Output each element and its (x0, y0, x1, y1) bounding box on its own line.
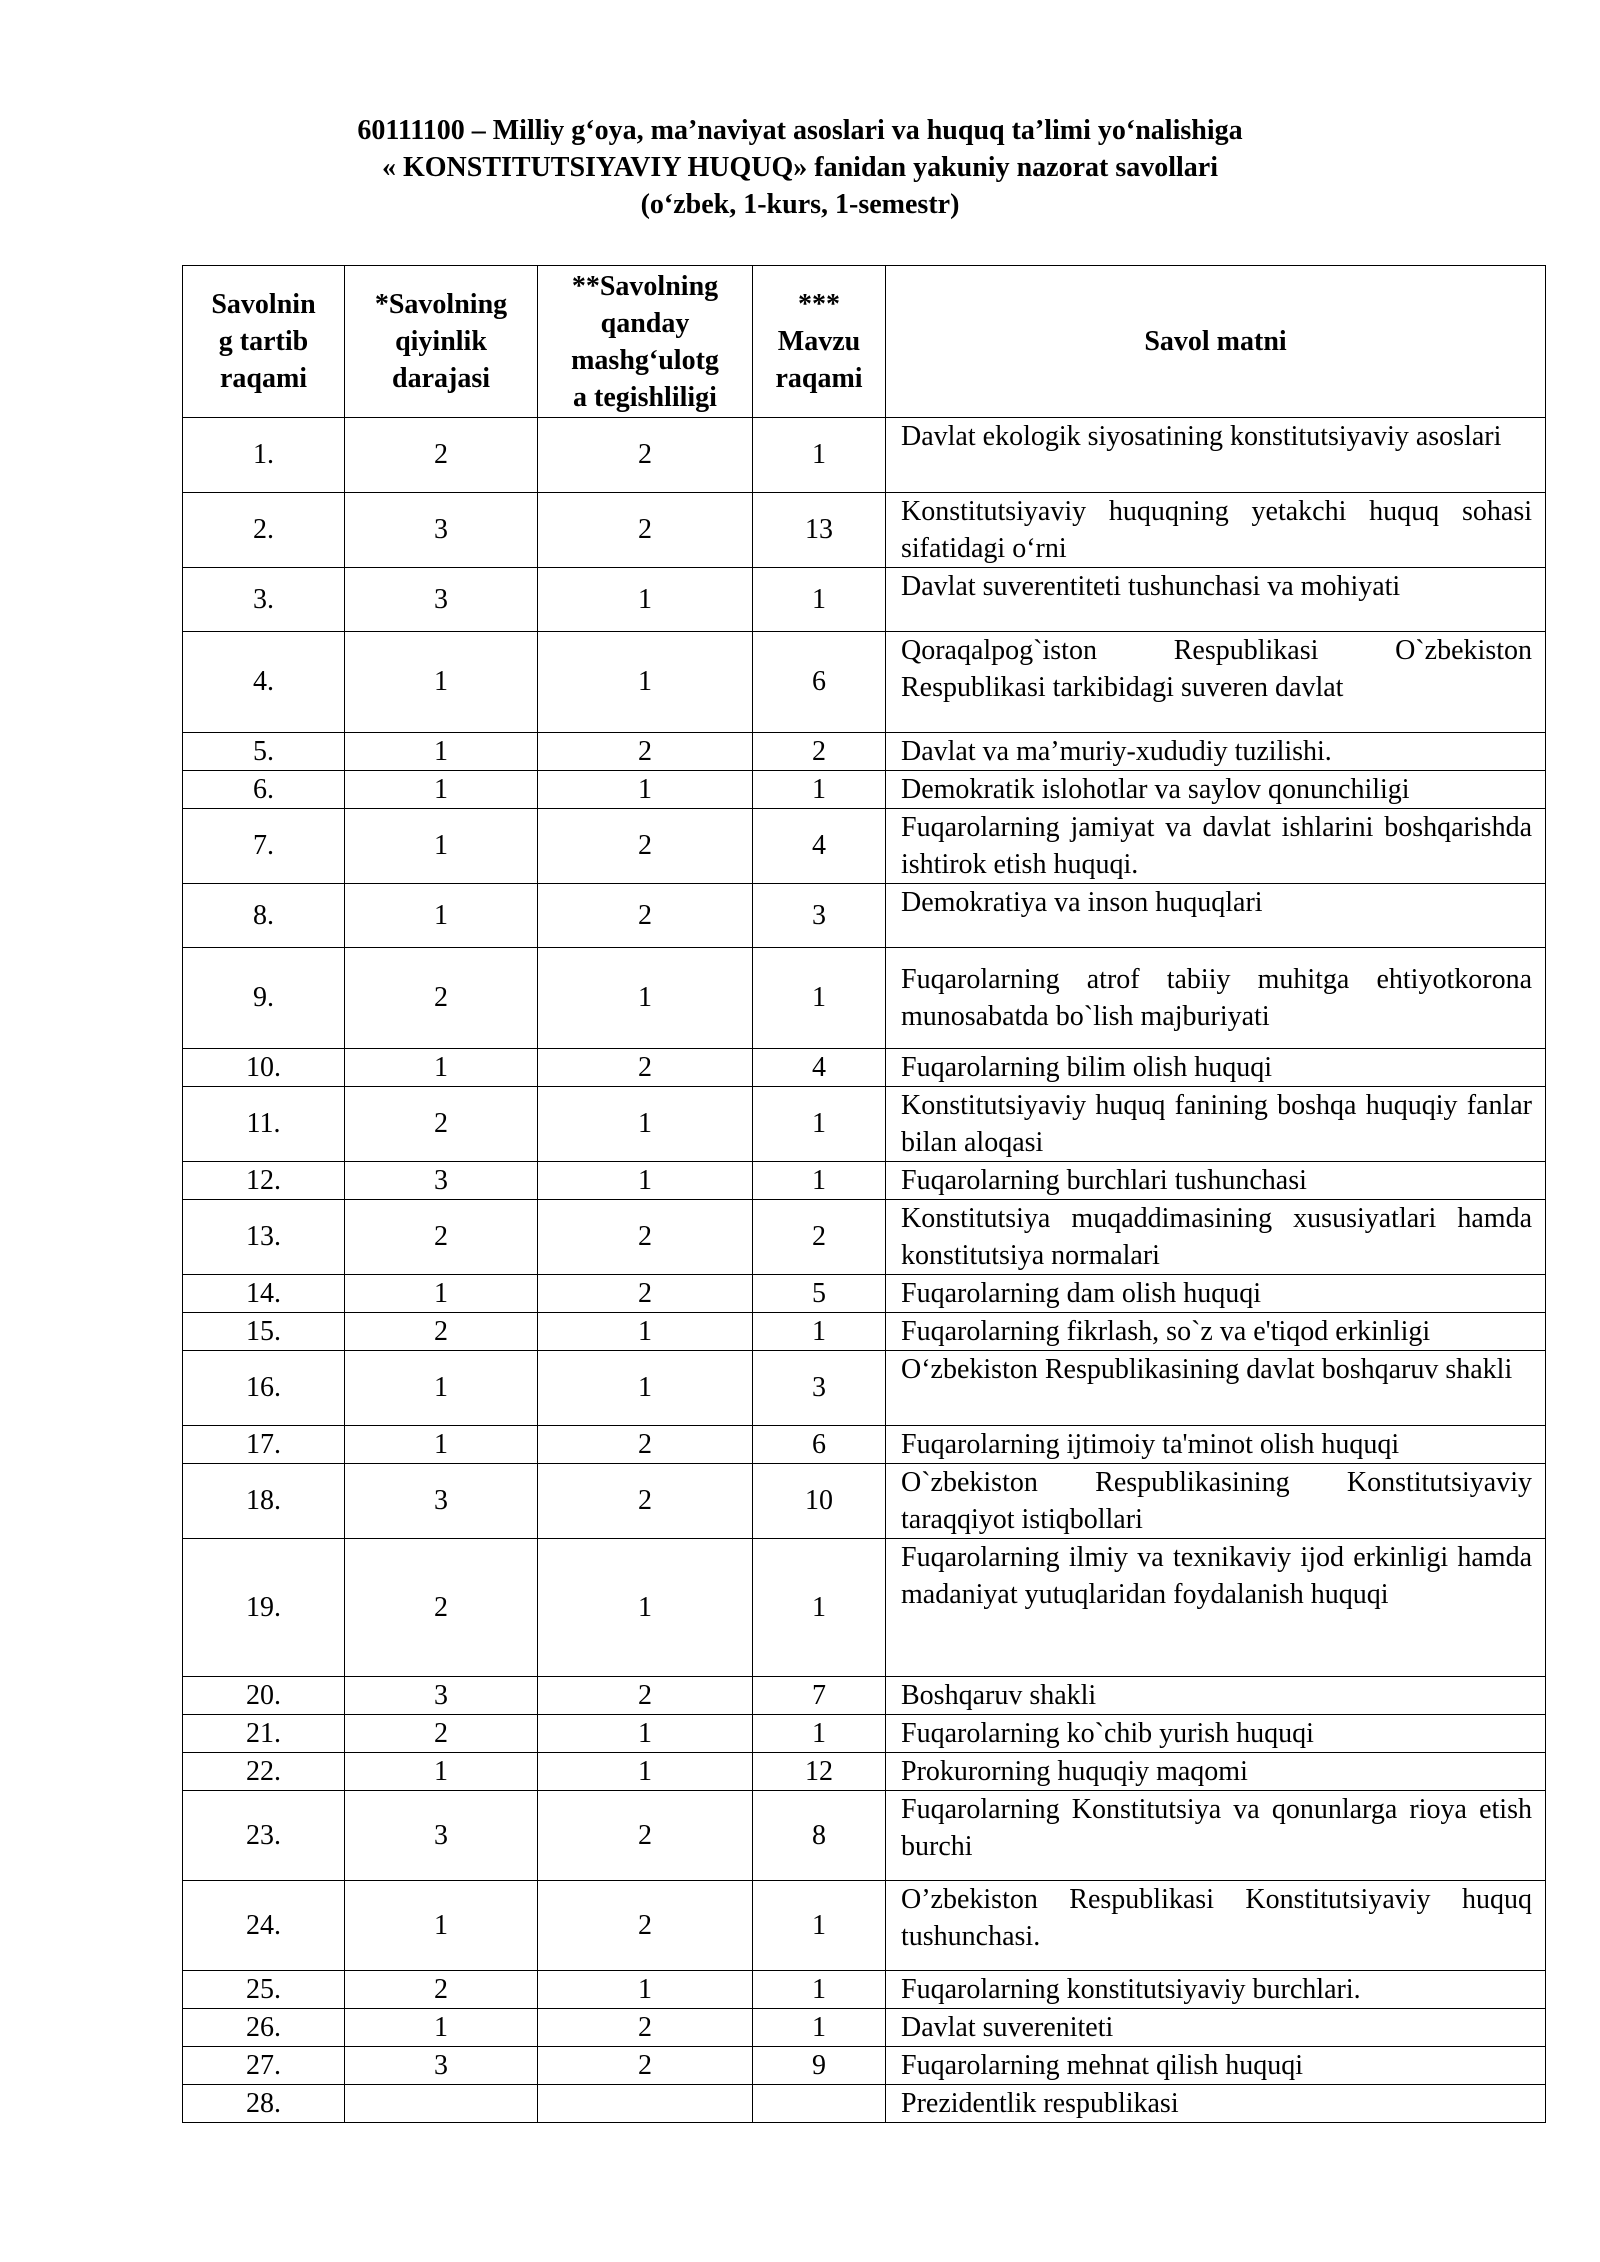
difficulty-cell: 2 (345, 948, 538, 1049)
question-number-cell: 24. (183, 1881, 345, 1971)
header-line: *** (798, 289, 840, 320)
table-row (183, 1313, 1546, 1351)
session-type-cell: 2 (538, 1464, 753, 1539)
topic-number-cell: 10 (753, 1464, 886, 1539)
table-row (183, 1162, 1546, 1200)
session-type-cell: 2 (538, 1049, 753, 1087)
question-text-cell: Fuqarolarning Konstitutsiya va qonunlarga rioya etish burchi (886, 1791, 1546, 1881)
session-type-cell: 1 (538, 1162, 753, 1200)
header-line: raqami (219, 363, 308, 394)
difficulty-cell: 1 (345, 2009, 538, 2047)
difficulty-cell: 1 (345, 632, 538, 733)
session-type-cell: 1 (538, 632, 753, 733)
question-number-cell: 25. (183, 1971, 345, 2009)
header-topic-number (753, 266, 886, 418)
session-type-cell: 2 (538, 809, 753, 884)
header-line: **Savolning (571, 270, 719, 302)
table-row (183, 884, 1546, 948)
question-number-cell: 27. (183, 2047, 345, 2085)
title-line-program: 60111100 – Milliy g‘oya, ma’naviyat asoslari va huquq ta’limi yo‘nalishiga (357, 115, 1243, 146)
question-text-cell: Demokratik islohotlar va saylov qonunchiligi (886, 771, 1546, 809)
difficulty-cell: 1 (345, 1275, 538, 1313)
table-row (183, 2009, 1546, 2047)
difficulty-cell: 2 (345, 1971, 538, 2009)
header-difficulty (345, 266, 538, 418)
difficulty-cell: 3 (345, 1162, 538, 1200)
session-type-cell: 2 (538, 2047, 753, 2085)
difficulty-cell: 3 (345, 1464, 538, 1539)
header-line: Savol matni (1144, 326, 1287, 357)
question-number-cell: 11. (183, 1087, 345, 1162)
question-number-cell: 8. (183, 884, 345, 948)
question-text-cell: Fuqarolarning dam olish huquqi (886, 1275, 1546, 1313)
topic-number-cell: 1 (753, 948, 886, 1049)
session-type-cell: 2 (538, 733, 753, 771)
table-row (183, 1791, 1546, 1881)
topic-number-cell: 1 (753, 1313, 886, 1351)
topic-number-cell: 8 (753, 1791, 886, 1881)
header-line: darajasi (392, 363, 490, 394)
table-row (183, 1715, 1546, 1753)
question-text-cell: Konstitutsiya muqaddimasining xususiyatlari hamda konstitutsiya normalari (886, 1200, 1546, 1275)
table-row (183, 1275, 1546, 1313)
topic-number-cell: 1 (753, 1715, 886, 1753)
table-row (183, 1049, 1546, 1087)
header-line: mashg‘ulotg (571, 344, 719, 376)
question-text-cell: Davlat ekologik siyosatining konstitutsiyaviy asoslari (886, 418, 1546, 493)
session-type-cell: 2 (538, 493, 753, 568)
session-type-cell: 1 (538, 1753, 753, 1791)
session-type-cell: 1 (538, 1539, 753, 1677)
topic-number-cell: 1 (753, 1539, 886, 1677)
header-line: a tegishliligi (573, 381, 717, 413)
difficulty-cell: 2 (345, 1539, 538, 1677)
question-number-cell: 1. (183, 418, 345, 493)
difficulty-cell: 1 (345, 1753, 538, 1791)
table-row (183, 1200, 1546, 1275)
table-row (183, 1351, 1546, 1426)
difficulty-cell: 2 (345, 418, 538, 493)
question-number-cell: 14. (183, 1275, 345, 1313)
difficulty-cell: 1 (345, 1351, 538, 1426)
question-number-cell: 18. (183, 1464, 345, 1539)
difficulty-cell: 2 (345, 1087, 538, 1162)
session-type-cell: 1 (538, 1715, 753, 1753)
topic-number-cell: 9 (753, 2047, 886, 2085)
session-type-cell: 2 (538, 1881, 753, 1971)
table-row (183, 809, 1546, 884)
difficulty-cell: 1 (345, 884, 538, 948)
table-row (183, 948, 1546, 1049)
topic-number-cell: 1 (753, 418, 886, 493)
title-line-course: « KONSTITUTSIYAVIY HUQUQ» fanidan yakuniy nazorat savollari (381, 152, 1219, 183)
question-number-cell: 12. (183, 1162, 345, 1200)
question-number-cell: 22. (183, 1753, 345, 1791)
table-row (183, 493, 1546, 568)
title-line-semester: (oʻzbek, 1-kurs, 1-semestr) (640, 189, 960, 220)
topic-number-cell: 4 (753, 1049, 886, 1087)
questions-table (182, 265, 1546, 2123)
topic-number-cell: 2 (753, 733, 886, 771)
header-line: Mavzu (777, 326, 861, 357)
session-type-cell: 2 (538, 1200, 753, 1275)
question-text-cell: Konstitutsiyaviy huquqning yetakchi huquq sohasi sifatidagi o‘rni (886, 493, 1546, 568)
table-header-row (183, 266, 1546, 418)
topic-number-cell: 3 (753, 884, 886, 948)
table-row (183, 2085, 1546, 2123)
topic-number-cell: 2 (753, 1200, 886, 1275)
difficulty-cell: 2 (345, 1200, 538, 1275)
question-text-cell: Fuqarolarning bilim olish huquqi (886, 1049, 1546, 1087)
header-line: qanday (600, 307, 690, 339)
question-number-cell: 21. (183, 1715, 345, 1753)
difficulty-cell: 3 (345, 1791, 538, 1881)
difficulty-cell: 1 (345, 1049, 538, 1087)
question-text-cell: Davlat va ma’muriy-xududiy tuzilishi. (886, 733, 1546, 771)
question-text-cell: Fuqarolarning ilmiy va texnikaviy ijod erkinligi hamda madaniyat yutuqlaridan foydalanish huquqi (886, 1539, 1546, 1677)
session-type-cell: 2 (538, 1426, 753, 1464)
question-text-cell: Fuqarolarning ko`chib yurish huquqi (886, 1715, 1546, 1753)
question-number-cell: 20. (183, 1677, 345, 1715)
table-row (183, 632, 1546, 733)
session-type-cell: 2 (538, 884, 753, 948)
question-number-cell: 9. (183, 948, 345, 1049)
topic-number-cell: 1 (753, 2009, 886, 2047)
header-line: Savolnin (211, 289, 316, 320)
question-text-cell: Prezidentlik respublikasi (886, 2085, 1546, 2123)
header-line: *Savolning (374, 289, 508, 320)
question-text-cell: Davlat suverentiteti tushunchasi va mohiyati (886, 568, 1546, 632)
question-text-cell: Fuqarolarning ijtimoiy ta'minot olish huquqi (886, 1426, 1546, 1464)
session-type-cell: 1 (538, 948, 753, 1049)
question-text-cell: Prokurorning huquqiy maqomi (886, 1753, 1546, 1791)
questions-table-body (183, 418, 1546, 2123)
topic-number-cell: 1 (753, 1881, 886, 1971)
table-row (183, 1426, 1546, 1464)
question-number-cell: 28. (183, 2085, 345, 2123)
header-line: raqami (775, 363, 863, 394)
table-row (183, 2047, 1546, 2085)
table-row (183, 733, 1546, 771)
session-type-cell: 2 (538, 418, 753, 493)
difficulty-cell: 2 (345, 1313, 538, 1351)
difficulty-cell: 1 (345, 1881, 538, 1971)
header-question-text (886, 266, 1546, 418)
table-row (183, 1464, 1546, 1539)
difficulty-cell: 2 (345, 1715, 538, 1753)
topic-number-cell: 1 (753, 1162, 886, 1200)
topic-number-cell: 7 (753, 1677, 886, 1715)
difficulty-cell: 1 (345, 733, 538, 771)
question-number-cell: 7. (183, 809, 345, 884)
table-row (183, 1677, 1546, 1715)
question-text-cell: O`zbekiston Respublikasining Konstitutsiyaviy taraqqiyot istiqbollari (886, 1464, 1546, 1539)
table-row (183, 1753, 1546, 1791)
session-type-cell: 1 (538, 568, 753, 632)
difficulty-cell (345, 2085, 538, 2123)
table-row (183, 1881, 1546, 1971)
session-type-cell: 1 (538, 1313, 753, 1351)
difficulty-cell: 1 (345, 1426, 538, 1464)
table-row (183, 418, 1546, 493)
question-text-cell: Fuqarolarning konstitutsiyaviy burchlari. (886, 1971, 1546, 2009)
table-row (183, 568, 1546, 632)
question-text-cell: Konstitutsiyaviy huquq fanining boshqa huquqiy fanlar bilan aloqasi (886, 1087, 1546, 1162)
table-row (183, 771, 1546, 809)
question-text-cell: Fuqarolarning fikrlash, so`z va e'tiqod erkinligi (886, 1313, 1546, 1351)
session-type-cell: 2 (538, 1677, 753, 1715)
question-text-cell: Fuqarolarning mehnat qilish huquqi (886, 2047, 1546, 2085)
topic-number-cell: 1 (753, 771, 886, 809)
document-title (0, 112, 1600, 223)
topic-number-cell: 12 (753, 1753, 886, 1791)
session-type-cell: 1 (538, 1087, 753, 1162)
topic-number-cell: 3 (753, 1351, 886, 1426)
question-text-cell: Demokratiya va inson huquqlari (886, 884, 1546, 948)
topic-number-cell: 6 (753, 1426, 886, 1464)
question-number-cell: 19. (183, 1539, 345, 1677)
session-type-cell: 1 (538, 1971, 753, 2009)
question-number-cell: 4. (183, 632, 345, 733)
question-number-cell: 15. (183, 1313, 345, 1351)
topic-number-cell: 4 (753, 809, 886, 884)
header-session-type (538, 266, 753, 418)
session-type-cell: 1 (538, 771, 753, 809)
header-line: qiyinlik (395, 326, 487, 357)
difficulty-cell: 3 (345, 568, 538, 632)
table-row (183, 1087, 1546, 1162)
topic-number-cell (753, 2085, 886, 2123)
question-number-cell: 3. (183, 568, 345, 632)
topic-number-cell: 13 (753, 493, 886, 568)
question-text-cell: Fuqarolarning jamiyat va davlat ishlarini boshqarishda ishtirok etish huquqi. (886, 809, 1546, 884)
question-number-cell: 2. (183, 493, 345, 568)
difficulty-cell: 1 (345, 809, 538, 884)
difficulty-cell: 3 (345, 493, 538, 568)
difficulty-cell: 1 (345, 771, 538, 809)
question-number-cell: 5. (183, 733, 345, 771)
question-number-cell: 26. (183, 2009, 345, 2047)
question-text-cell: Boshqaruv shakli (886, 1677, 1546, 1715)
question-number-cell: 13. (183, 1200, 345, 1275)
table-row (183, 1539, 1546, 1677)
question-text-cell: Fuqarolarning burchlari tushunchasi (886, 1162, 1546, 1200)
topic-number-cell: 6 (753, 632, 886, 733)
session-type-cell: 2 (538, 1275, 753, 1313)
session-type-cell (538, 2085, 753, 2123)
question-number-cell: 16. (183, 1351, 345, 1426)
topic-number-cell: 1 (753, 1087, 886, 1162)
question-text-cell: Qoraqalpog`iston Respublikasi O`zbekiston Respublikasi tarkibidagi suveren davlat (886, 632, 1546, 733)
question-text-cell: Davlat suvereniteti (886, 2009, 1546, 2047)
session-type-cell: 1 (538, 1351, 753, 1426)
question-text-cell: Fuqarolarning atrof tabiiy muhitga ehtiyotkorona munosabatda bo`lish majburiyati (886, 948, 1546, 1049)
session-type-cell: 2 (538, 1791, 753, 1881)
question-number-cell: 23. (183, 1791, 345, 1881)
header-line: g tartib (218, 326, 309, 357)
difficulty-cell: 3 (345, 1677, 538, 1715)
question-number-cell: 17. (183, 1426, 345, 1464)
question-number-cell: 6. (183, 771, 345, 809)
question-text-cell: O‘zbekiston Respublikasining davlat boshqaruv shakli (886, 1351, 1546, 1426)
question-text-cell: O’zbekiston Respublikasi Konstitutsiyaviy huquq tushunchasi. (886, 1881, 1546, 1971)
topic-number-cell: 1 (753, 568, 886, 632)
topic-number-cell: 1 (753, 1971, 886, 2009)
question-number-cell: 10. (183, 1049, 345, 1087)
table-row (183, 1971, 1546, 2009)
session-type-cell: 2 (538, 2009, 753, 2047)
topic-number-cell: 5 (753, 1275, 886, 1313)
difficulty-cell: 3 (345, 2047, 538, 2085)
header-question-number (183, 266, 345, 418)
